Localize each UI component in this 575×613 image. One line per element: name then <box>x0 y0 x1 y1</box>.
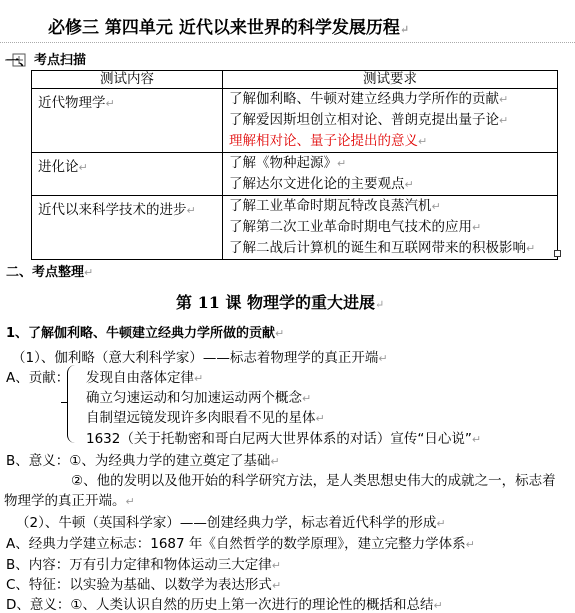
brace-tip <box>61 402 68 403</box>
significance-text: ②、他的发明以及他开始的科学研究方法，是人类思想史伟大的成就之一，标志着 <box>71 473 556 489</box>
contribution-item: 发现自由落体定律↵ <box>86 370 204 386</box>
row-content-text: 近代以来科学技术的进步 <box>38 202 187 218</box>
contribution-text: 1632（关于托勒密和哥白尼两大世界体系的对话）宣传“日心说” <box>86 431 472 447</box>
table-row <box>32 196 558 260</box>
table-cell-content: 近代以来科学技术的进步↵ <box>32 196 223 260</box>
requirement-line: 了解二战后计算机的诞生和互联网带来的积极影响↵ <box>229 240 536 256</box>
table-resize-handle[interactable] <box>554 250 561 257</box>
row-content-text: 进化论 <box>38 159 79 175</box>
requirement-text: 了解达尔文进化论的主要观点 <box>229 176 405 192</box>
contribution-text: 确立匀速运动和匀加速运动两个概念 <box>86 390 302 406</box>
section-2-text: 二、考点整理 <box>6 265 85 280</box>
newton-d-line: D、意义：①、人类认识自然的历史上第一次进行的理论性的概括和总结↵ <box>6 597 443 613</box>
table-cell-requirements <box>223 153 558 196</box>
requirement-text: 理解相对论、量子论提出的意义 <box>229 133 418 149</box>
requirement-line-highlighted: 理解相对论、量子论提出的意义↵ <box>229 133 428 149</box>
newton-d-text: D、意义：①、人类认识自然的历史上第一次进行的理论性的概括和总结 <box>6 597 434 613</box>
newton-b-line: B、内容：万有引力定律和物体运动三大定律↵ <box>6 557 281 573</box>
lesson-title-text: 第 11 课 物理学的重大进展 <box>176 293 375 312</box>
table-cell-requirements <box>223 196 558 260</box>
section-1-number: 一、 <box>6 54 33 69</box>
requirement-line: 了解伽利略、牛顿对建立经典力学所作的贡献↵ <box>229 91 509 107</box>
newton-c-line: C、特征：以实验为基础、以数学为表达形式↵ <box>6 577 282 593</box>
newton-line: （2）、牛顿（英国科学家）——创建经典力学，标志着近代科学的形成↵ <box>16 515 446 531</box>
newton-b-text: B、内容：万有引力定律和物体运动三大定律 <box>6 557 272 573</box>
galileo-text: （1）、伽利略（意大利科学家）——标志着物理学的真正开端 <box>12 350 379 366</box>
requirement-line: 了解第二次工业革命时期电气技术的应用↵ <box>229 219 482 235</box>
requirement-text: 了解《物种起源》 <box>229 155 337 171</box>
newton-a-text: A、经典力学建立标志：1687 年《自然哲学的数学原理》，建立完整力学体系 <box>6 536 466 552</box>
contribution-item: 1632（关于托勒密和哥白尼两大世界体系的对话）宣传“日心说”↵ <box>86 431 482 447</box>
table-header-row <box>32 71 558 89</box>
requirement-line: 了解工业革命时期瓦特改良蒸汽机↵ <box>229 198 441 214</box>
newton-a-line: A、经典力学建立标志：1687 年《自然哲学的数学原理》，建立完整力学体系↵ <box>6 536 475 552</box>
table-cell-content: 进化论↵ <box>32 153 223 196</box>
row-content-text: 近代物理学 <box>38 95 106 111</box>
table-row <box>32 153 558 196</box>
newton-text: （2）、牛顿（英国科学家）——创建经典力学，标志着近代科学的形成 <box>16 515 437 531</box>
contribution-text: 发现自由落体定律 <box>86 370 194 386</box>
lesson-title: 第 11 课 物理学的重大进展↵ <box>176 293 385 312</box>
significance-line-1: B、意义：①、为经典力学的建立奠定了基础↵ <box>6 453 280 469</box>
significance-line-2 <box>71 469 556 489</box>
requirements-table <box>31 70 558 260</box>
requirement-line: 了解爱因斯坦创立相对论、普朗克提出量子论↵ <box>229 112 509 128</box>
requirement-text: 了解二战后计算机的诞生和互联网带来的积极影响 <box>229 240 526 256</box>
table-row <box>32 89 558 153</box>
section-1-heading <box>6 50 32 69</box>
contribution-item: 确立匀速运动和匀加速运动两个概念↵ <box>86 390 312 406</box>
paragraph-mark: ↵ <box>399 23 410 36</box>
page-title <box>48 13 409 38</box>
header-divider <box>0 42 575 43</box>
significance-text: B、意义：①、为经典力学的建立奠定了基础 <box>6 453 271 469</box>
requirement-text: 了解伽利略、牛顿对建立经典力学所作的贡献 <box>229 91 499 107</box>
column-header-content: 测试内容 <box>32 71 223 89</box>
requirement-text: 了解工业革命时期瓦特改良蒸汽机 <box>229 198 432 214</box>
point-1-heading-text: 1、了解伽利略、牛顿建立经典力学所做的贡献 <box>6 326 276 341</box>
column-header-requirements: 测试要求 <box>223 71 558 89</box>
table-cell-content: 近代物理学↵ <box>32 89 223 153</box>
point-1-heading: 1、了解伽利略、牛顿建立经典力学所做的贡献↵ <box>6 326 285 341</box>
contribution-label: A、贡献： <box>6 370 70 386</box>
requirement-text: 了解爱因斯坦创立相对论、普朗克提出量子论 <box>229 112 499 128</box>
brace-bracket <box>67 365 76 443</box>
section-1-label: 考点扫描 <box>34 53 87 68</box>
section-2-heading: 二、考点整理↵ <box>6 265 94 280</box>
requirement-line: 了解《物种起源》↵ <box>229 155 347 171</box>
contribution-text: 自制望远镜发现许多肉眼看不见的星体 <box>86 410 316 426</box>
table-cell-requirements <box>223 89 558 153</box>
contribution-item: 自制望远镜发现许多肉眼看不见的星体↵ <box>86 410 325 426</box>
newton-c-text: C、特征：以实验为基础、以数学为表达形式 <box>6 577 272 593</box>
galileo-line: （1）、伽利略（意大利科学家）——标志着物理学的真正开端↵ <box>12 350 388 366</box>
requirement-line: 了解达尔文进化论的主要观点↵ <box>229 176 414 192</box>
significance-line-3: 物理学的真正开端。↵ <box>4 493 135 509</box>
page-title-text: 必修三 第四单元 近代以来世界的科学发展历程 <box>48 18 400 38</box>
requirement-text: 了解第二次工业革命时期电气技术的应用 <box>229 219 472 235</box>
significance-text: 物理学的真正开端。 <box>4 493 126 509</box>
